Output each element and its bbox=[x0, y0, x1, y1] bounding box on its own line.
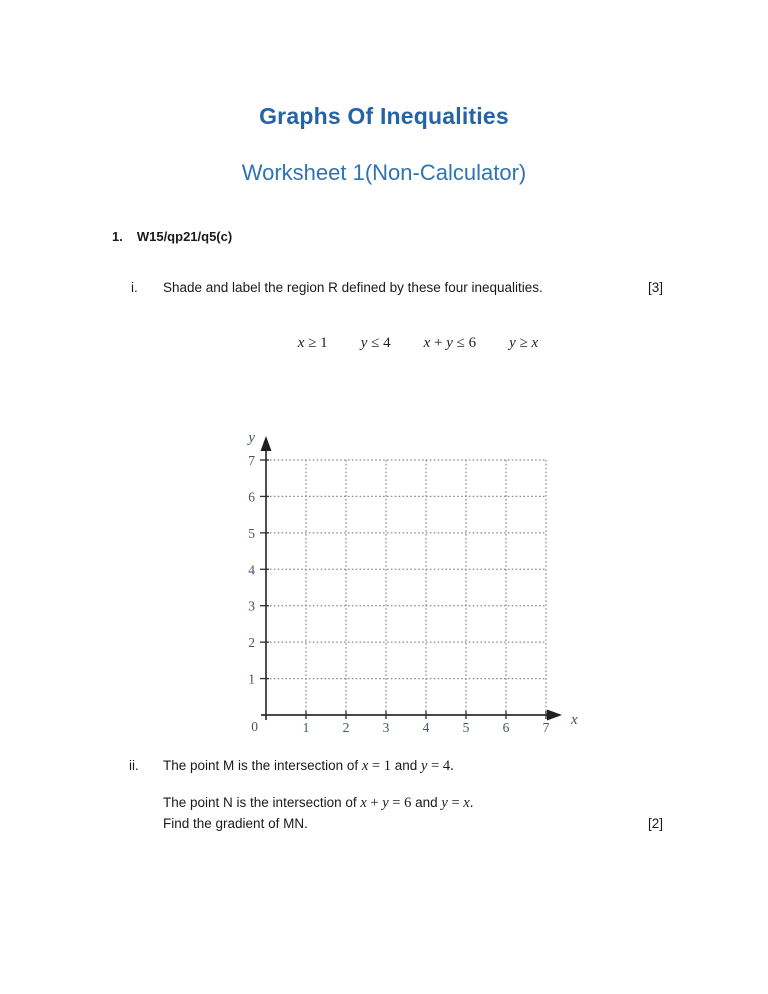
svg-text:7: 7 bbox=[248, 452, 255, 468]
svg-text:6: 6 bbox=[502, 720, 510, 735]
page-title: Graphs Of Inequalities bbox=[259, 103, 509, 129]
line2-math-1: x + y = 6 bbox=[360, 795, 412, 811]
svg-text:4: 4 bbox=[248, 562, 255, 578]
svg-text:0: 0 bbox=[251, 719, 258, 734]
svg-text:x: x bbox=[571, 712, 578, 728]
svg-text:3: 3 bbox=[248, 598, 255, 614]
line1-math-2: y = 4. bbox=[421, 758, 454, 774]
coordinate-grid-svg bbox=[230, 420, 590, 755]
svg-text:7: 7 bbox=[542, 720, 550, 735]
part-ii-marker: ii. bbox=[129, 758, 139, 773]
y-axis-arrow-icon bbox=[261, 436, 272, 451]
part-i-marks: [3] bbox=[647, 280, 663, 295]
svg-text:y: y bbox=[248, 430, 255, 446]
svg-text:5: 5 bbox=[248, 525, 255, 541]
line2-text-1: The point N is the intersection of bbox=[163, 795, 361, 810]
part-i-marker: i. bbox=[131, 280, 138, 295]
x-axis-arrow-icon bbox=[547, 710, 562, 721]
worksheet-subtitle: Worksheet 1(Non-Calculator) bbox=[241, 160, 527, 185]
part-ii-line-2 bbox=[163, 795, 473, 812]
svg-text:6: 6 bbox=[248, 489, 255, 505]
line1-text-1: The point M is the intersection of bbox=[163, 758, 362, 773]
axis-labels bbox=[246, 430, 578, 735]
axis-ticks bbox=[260, 460, 546, 719]
svg-text:3: 3 bbox=[382, 720, 390, 735]
svg-text:2: 2 bbox=[342, 720, 350, 735]
part-ii-line-1 bbox=[163, 758, 454, 775]
question-heading bbox=[112, 229, 232, 244]
line1-math-1: x = 1 bbox=[361, 758, 391, 774]
line2-text-2: and bbox=[411, 795, 442, 810]
svg-text:1: 1 bbox=[248, 671, 255, 687]
svg-text:4: 4 bbox=[422, 720, 430, 735]
part-i-prompt: Shade and label the region R defined by these four inequalities. bbox=[163, 280, 543, 295]
coordinate-grid-figure bbox=[230, 420, 590, 755]
part-ii-marks: [2] bbox=[647, 816, 663, 831]
svg-text:5: 5 bbox=[462, 720, 470, 735]
inequalities-row bbox=[34, 335, 768, 352]
question-number: 1. bbox=[112, 229, 123, 244]
question-reference: W15/qp21/q5(c) bbox=[136, 229, 233, 244]
dotted-gridlines bbox=[266, 460, 546, 715]
inequality-y-ge-x: y ≥ x bbox=[509, 335, 539, 351]
svg-text:1: 1 bbox=[302, 720, 310, 735]
line1-text-2: and bbox=[390, 758, 422, 773]
line2-math-2: y = x. bbox=[441, 795, 474, 811]
svg-text:2: 2 bbox=[248, 635, 255, 651]
part-ii-line-3: Find the gradient of MN. bbox=[163, 816, 308, 831]
inequality-x-ge-1: x ≥ 1 bbox=[297, 335, 328, 351]
inequality-y-le-4: y ≤ 4 bbox=[360, 335, 391, 351]
inequality-x-plus-y-le-6: x + y ≤ 6 bbox=[423, 335, 477, 351]
